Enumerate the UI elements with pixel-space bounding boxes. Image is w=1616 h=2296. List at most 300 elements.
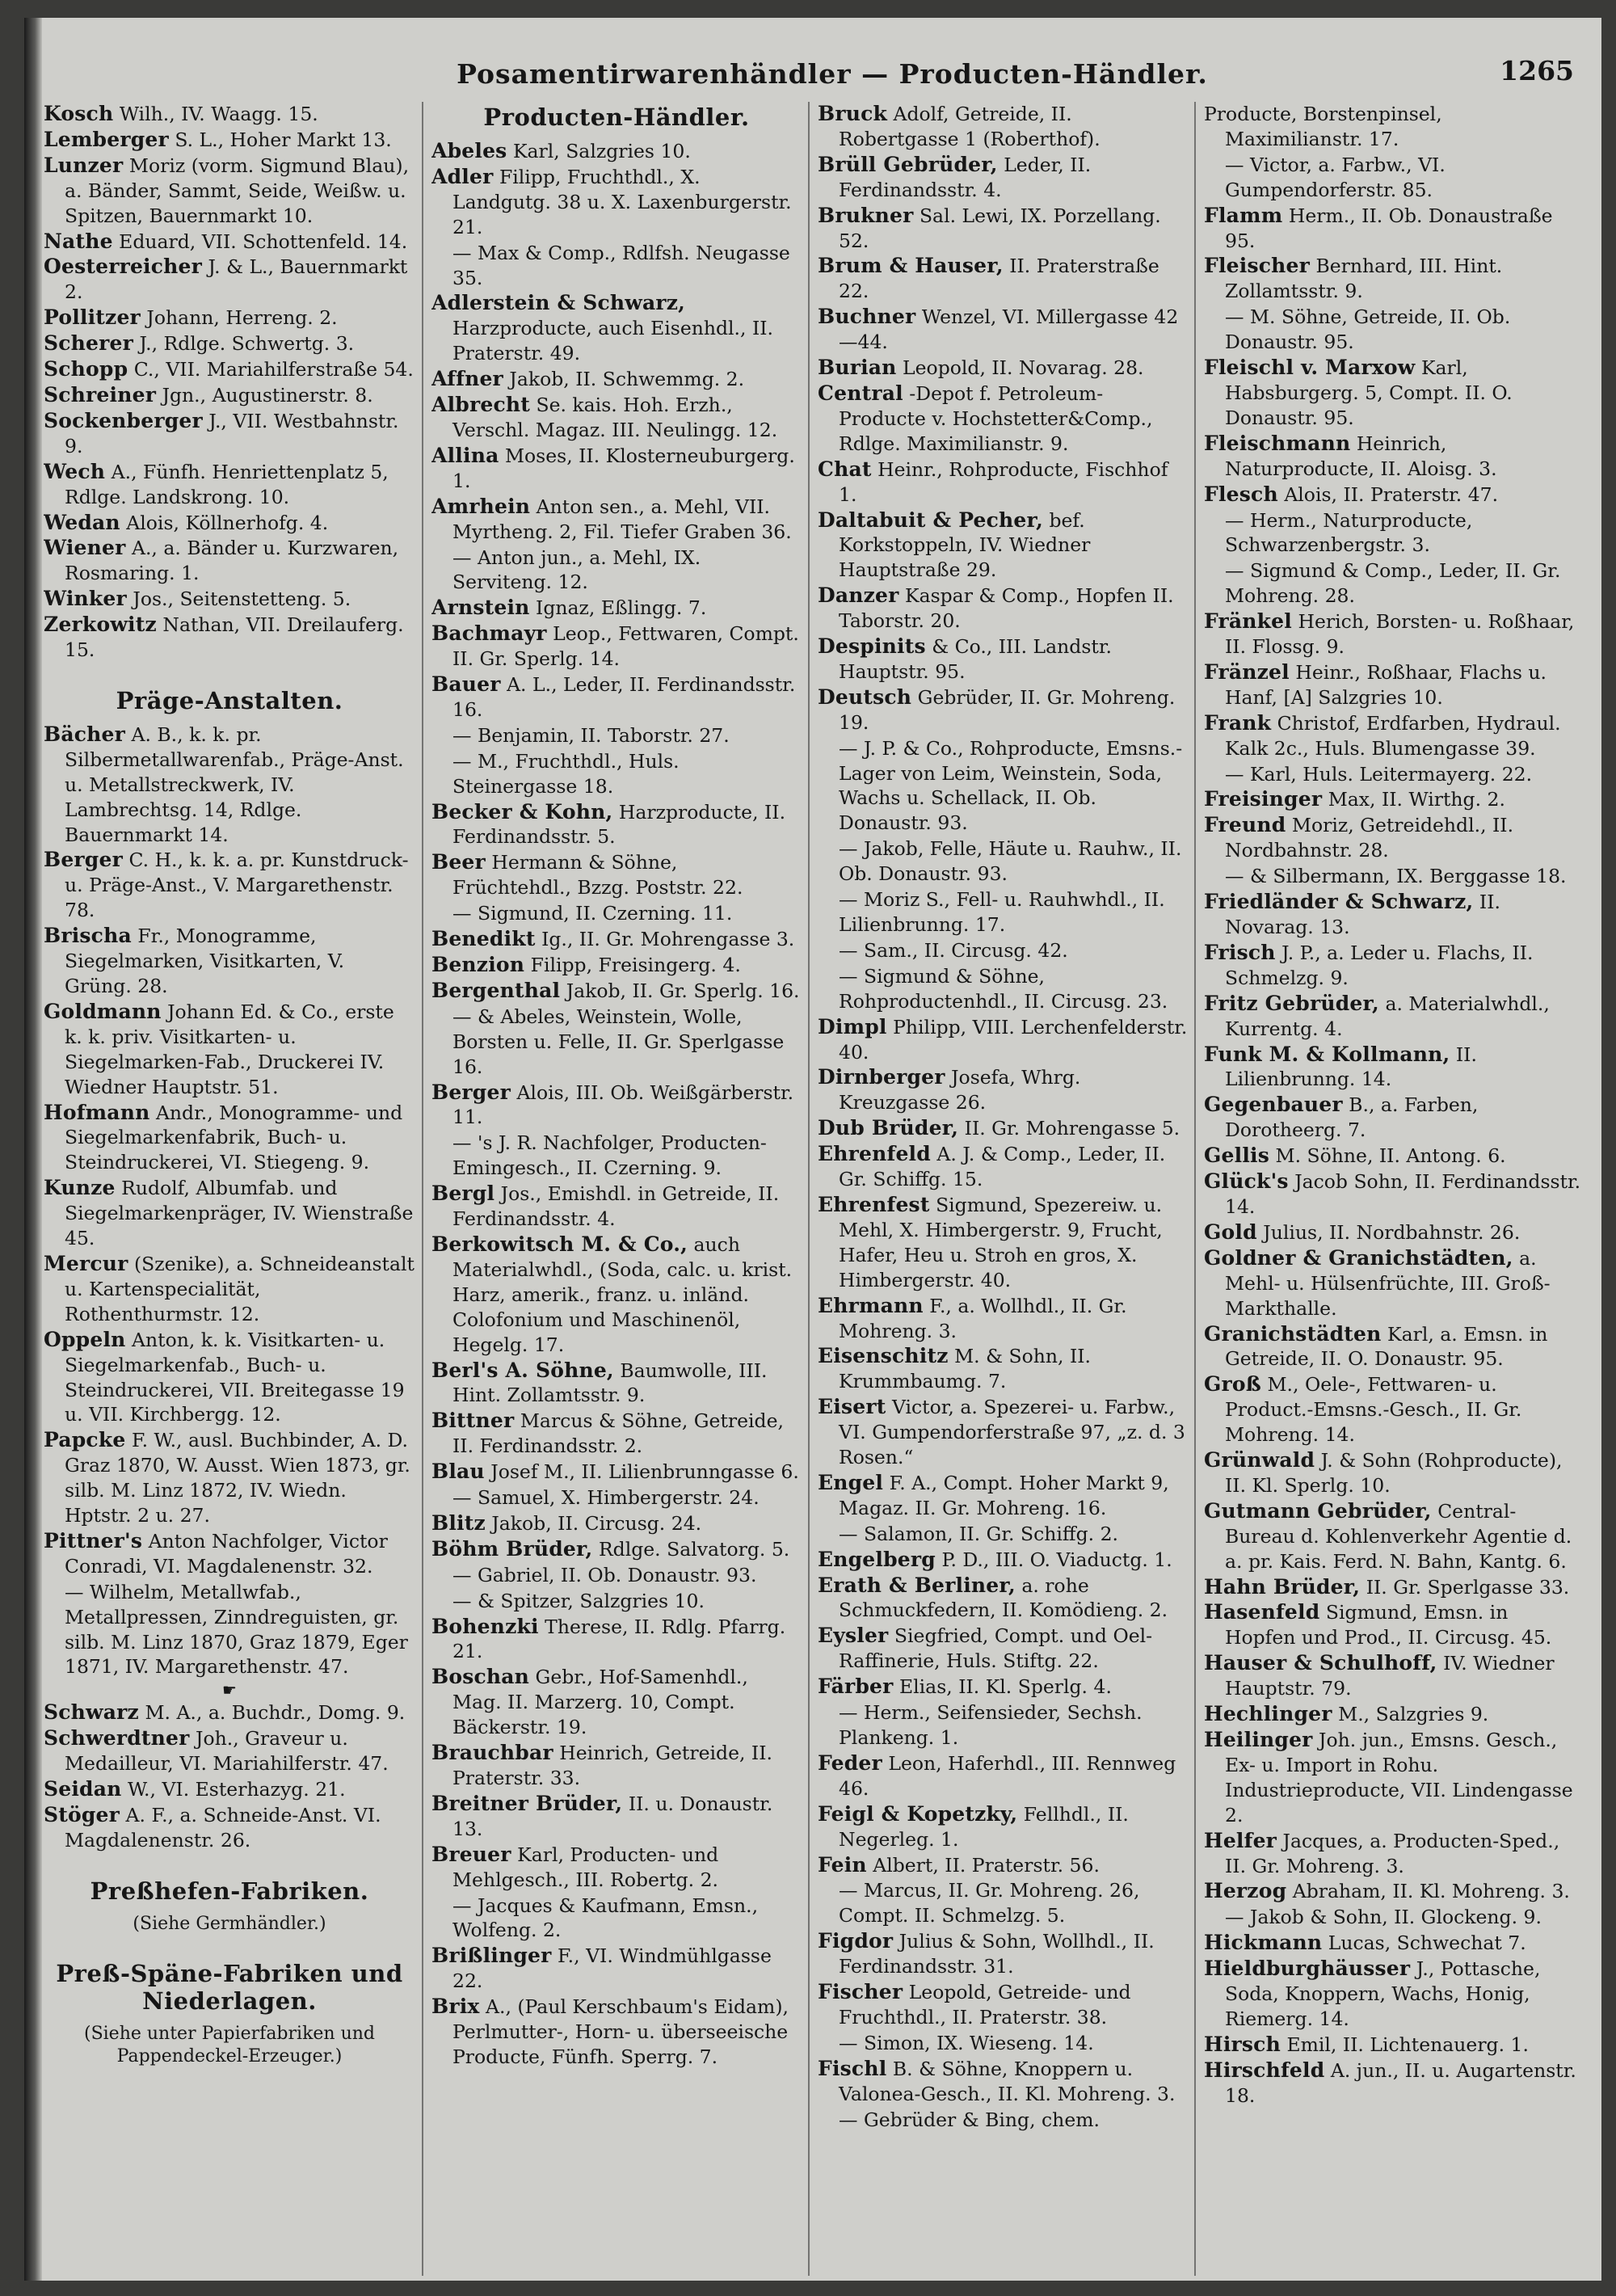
directory-entry — [44, 613, 415, 663]
entry-name: Lemberger — [44, 127, 169, 151]
directory-entry — [44, 1328, 415, 1428]
entry-name: Granichstädten — [1204, 1321, 1382, 1346]
directory-entry — [818, 204, 1188, 254]
directory-entry — [431, 672, 802, 723]
entry-name: Bergenthal — [431, 978, 561, 1002]
entry-details: Herm., II. Ob. Donaustraße 95. — [1225, 204, 1553, 252]
entry-name: Schopp — [44, 357, 128, 381]
directory-entry — [431, 139, 802, 164]
directory-entry — [1204, 864, 1584, 889]
directory-entry — [1204, 1043, 1584, 1093]
entry-details: Joh. jun., Emsns. Gesch., Ex- u. Import in Rohu. Industrieproducte, VII. Lindengasse 2. — [1225, 1729, 1573, 1826]
entry-details: Marcus & Söhne, Getreide, II. Ferdinandsstr. 2. — [452, 1409, 784, 1458]
directory-entry — [44, 924, 415, 999]
entry-name: Färber — [818, 1675, 894, 1699]
entry-name: Bergl — [431, 1182, 495, 1206]
entry-name: Brix — [431, 1995, 480, 2019]
column-rule — [422, 102, 423, 2276]
entry-name: Groß — [1204, 1372, 1261, 1397]
directory-entry — [431, 1232, 802, 1358]
entry-details: Anton sen., a. Mehl, VII. Myrtheng. 2, Fil. Tiefer Graben 36. — [452, 495, 792, 543]
directory-entry — [431, 1615, 802, 1665]
entry-details: II. Gr. Sperlgasse 33. — [1366, 1575, 1570, 1599]
entry-details: Wilh., IV. Waagg. 15. — [119, 103, 318, 125]
directory-entry — [818, 457, 1188, 508]
entry-name: Friedländer & Schwarz, — [1204, 890, 1474, 914]
directory-entry — [1204, 1246, 1584, 1321]
directory-entry — [1204, 1372, 1584, 1447]
directory-entry — [818, 1624, 1188, 1674]
directory-entry — [44, 154, 415, 229]
entry-name: Gellis — [1204, 1144, 1270, 1168]
ditto-dash: — — [839, 2108, 864, 2131]
directory-entry — [44, 1176, 415, 1251]
directory-entry — [818, 736, 1188, 836]
section-heading: Präge-Anstalten. — [116, 686, 343, 714]
directory-entry — [1204, 762, 1584, 787]
entry-details: Anton Nachfolger, Victor Conradi, VI. Magdalenenstr. 32. — [65, 1529, 388, 1578]
entry-details: Jakob, Felle, Häute u. Rauhw., II. Ob. Donaustr. 93. — [839, 837, 1182, 886]
entry-details: Marcus, II. Gr. Mohreng. 26, Compt. II. Schmelzg. 5. — [839, 1879, 1140, 1927]
directory-entry — [431, 1665, 802, 1740]
entry-name: Amrhein — [431, 494, 531, 518]
directory-entry — [818, 1980, 1188, 2030]
entry-name: Kunze — [44, 1176, 116, 1200]
directory-entry — [818, 1522, 1188, 1547]
entry-details: Salamon, II. Gr. Schiffg. 2. — [863, 1522, 1119, 1545]
entry-name: Dimpl — [818, 1014, 887, 1038]
entry-details: F., a. Wollhdl., II. Gr. Mohreng. 3. — [839, 1294, 1127, 1342]
entry-details: & Spitzer, Salzgries 10. — [477, 1589, 705, 1612]
entry-details: Jgn., Augustinerstr. 8. — [162, 383, 373, 407]
entry-name: Adler — [431, 164, 494, 188]
entry-details: IV. Wiedner Hauptstr. 79. — [1225, 1652, 1555, 1700]
directory-entry — [44, 305, 415, 331]
entry-details: Jacques & Kaufmann, Emsn., Wolfeng. 2. — [452, 1894, 759, 1942]
entry-name: Hickmann — [1204, 1931, 1323, 1955]
entry-details: Therese, II. Rdlg. Pfarrg. 21. — [452, 1615, 786, 1663]
entry-details: M., Salzgries 9. — [1338, 1703, 1489, 1726]
entry-name: Hirschfeld — [1204, 2058, 1325, 2082]
directory-entry — [431, 495, 802, 545]
entry-name: Funk M. & Kollmann, — [1204, 1042, 1450, 1066]
entry-details: Wenzel, VI. Millergasse 42—44. — [839, 305, 1179, 354]
entry-name: Fein — [818, 1852, 867, 1877]
directory-entry — [1204, 254, 1584, 304]
entry-details: Kaspar & Comp., Hopfen II. Taborstr. 20. — [839, 584, 1174, 633]
entry-name: Fleischl v. Marxow — [1204, 356, 1416, 380]
entry-details: Sal. Lewi, IX. Porzellang. 52. — [839, 204, 1161, 252]
entry-details: II. Gr. Mohrengasse 5. — [964, 1117, 1180, 1140]
entry-details: Karl, Huls. Leitermayerg. 22. — [1249, 762, 1533, 786]
entry-details: II. u. Donaustr. 13. — [452, 1792, 773, 1840]
ditto-dash: — — [1225, 153, 1250, 176]
entry-details: Anton, k. k. Visitkarten- u. Siegelmarkenfab., Buch- u. Steindruckerei, VII. Breitegasse 19 u. VII. Kirchbergg. 12. — [65, 1328, 405, 1426]
ditto-dash: — — [839, 1522, 864, 1545]
directory-entry — [44, 128, 415, 153]
entry-details: Julius & Sohn, Wollhdl., II. Ferdinandsstr. 31. — [839, 1930, 1155, 1978]
directory-entry — [1204, 890, 1584, 940]
directory-entry — [818, 2031, 1188, 2056]
entry-details: F., VI. Windmühlgasse 22. — [452, 1944, 772, 1993]
directory-entry — [431, 800, 802, 850]
ditto-dash: — — [452, 1486, 478, 1510]
entry-name: Hahn Brüder, — [1204, 1574, 1361, 1599]
entry-name: Gegenbauer — [1204, 1093, 1343, 1117]
entry-name: Scherer — [44, 331, 134, 356]
directory-entry — [1204, 609, 1584, 659]
directory-entry — [431, 291, 802, 366]
column-rule — [808, 102, 810, 2276]
entry-name: Bachmayr — [431, 621, 547, 646]
directory-entry — [1204, 941, 1584, 991]
entry-name: Fischer — [818, 1980, 903, 2004]
entry-name: Bauer — [431, 672, 501, 697]
entry-name: Deutsch — [818, 685, 912, 709]
directory-entry — [818, 836, 1188, 887]
entry-name: Brukner — [818, 203, 914, 227]
entry-name: Berger — [44, 848, 123, 872]
directory-entry — [1204, 1879, 1584, 1904]
directory-entry — [818, 1065, 1188, 1115]
entry-name: Burian — [818, 356, 897, 380]
entry-details: Rudolf, Albumfab. und Siegelmarkenpräger, IV. Wienstraße 45. — [65, 1177, 414, 1250]
ditto-dash: — — [452, 1589, 478, 1612]
directory-entry — [44, 357, 415, 382]
entry-name: Dirnberger — [818, 1065, 945, 1089]
entry-details: A., a. Bänder u. Kurzwaren, Rosmaring. 1. — [65, 537, 399, 585]
directory-entry — [431, 1460, 802, 1485]
entry-name: Brum & Hauser, — [818, 254, 1004, 278]
ditto-dash: — — [1225, 305, 1250, 329]
directory-entry — [44, 1580, 415, 1680]
entry-details: Eduard, VII. Schottenfeld. 14. — [119, 230, 408, 253]
directory-entry — [431, 1182, 802, 1232]
entry-details: A. F., a. Schneide-Anst. VI. Magdalenenstr. 26. — [65, 1804, 381, 1852]
directory-entry — [818, 1193, 1188, 1293]
entry-details: Jakob & Sohn, II. Glockeng. 9. — [1249, 1906, 1542, 1929]
section-heading: Preß-Späne-Fabriken und Niederlagen. — [56, 1959, 403, 2015]
directory-entry — [1204, 1169, 1584, 1220]
entry-name: Blau — [431, 1460, 485, 1484]
directory-entry — [1204, 1220, 1584, 1245]
directory-entry — [44, 1252, 415, 1327]
directory-entry — [44, 723, 415, 848]
cross-reference-note: (Siehe Germhändler.) — [133, 1913, 326, 1934]
directory-entry — [1204, 787, 1584, 812]
directory-entry — [431, 241, 802, 291]
entry-details: Anton jun., a. Mehl, IX. Serviteng. 12. — [452, 546, 701, 594]
entry-details: Leopold, Getreide- und Fruchthdl., II. Praterstr. 38. — [839, 1981, 1131, 2028]
entry-details: Se. kais. Hoh. Erzh., Verschl. Magaz. III. Neulingg. 12. — [452, 394, 778, 441]
entry-details: auch Materialwhdl., (Soda, calc. u. krist. Harz, amerik., franz. u. inländ. Colofonium und Maschinenöl, Hegelg. 17. — [452, 1232, 793, 1356]
entry-details: Johann Ed. & Co., erste k. k. priv. Visitkarten- u. Siegelmarken-Fab., Druckerei IV. Wiedner Hauptstr. 51. — [65, 1000, 394, 1098]
entry-details: Alois, II. Praterstr. 47. — [1284, 482, 1499, 506]
entry-name: Becker & Kohn, — [431, 799, 613, 824]
directory-entry — [431, 850, 802, 900]
ditto-dash: — — [452, 1131, 478, 1155]
entry-details: Leop., Fettwaren, Compt. II. Gr. Sperlg. 14. — [452, 622, 799, 671]
directory-entry — [818, 102, 1188, 152]
ditto-dash: — — [1225, 559, 1250, 583]
entry-name: Zerkowitz — [44, 613, 157, 637]
entry-details: Rdlge. Salvatorg. 5. — [598, 1537, 790, 1561]
column-4 — [1204, 102, 1584, 2276]
page-number: 1265 — [1500, 55, 1574, 86]
entry-details: Julius, II. Nordbahnstr. 26. — [1263, 1220, 1521, 1244]
entry-details: a. Materialwhdl., Kurrentg. 4. — [1225, 992, 1550, 1040]
entry-name: Sockenberger — [44, 408, 203, 432]
entry-details: Sigmund, II. Czerning. 11. — [477, 902, 733, 925]
directory-entry — [818, 964, 1188, 1014]
entry-details: Herm., Naturproducte, Schwarzenbergstr. 3. — [1225, 508, 1473, 557]
entry-details: C. H., k. k. a. pr. Kunstdruck- u. Präge-Anst., V. Margarethenstr. 78. — [65, 849, 409, 922]
column-1 — [44, 102, 415, 2276]
directory-entry — [431, 1995, 802, 2070]
directory-entry — [818, 381, 1188, 457]
entry-details: Simon, IX. Wieseng. 14. — [863, 2031, 1094, 2054]
ditto-dash: — — [452, 1563, 478, 1586]
directory-entry — [431, 1741, 802, 1791]
entry-name: Frisch — [1204, 940, 1276, 964]
directory-entry — [1204, 711, 1584, 761]
entry-details: Hermann & Söhne, Früchtehdl., Bzzg. Poststr. 22. — [452, 851, 743, 899]
entry-details: Siegfried, Compt. und Oel-Raffinerie, Huls. Stiftg. 22. — [839, 1624, 1153, 1673]
directory-entry — [44, 383, 415, 408]
ditto-dash: — — [839, 2031, 864, 2054]
column-3 — [818, 102, 1188, 2276]
entry-details: & Co., III. Landstr. Hauptstr. 95. — [839, 635, 1112, 683]
directory-entry — [1204, 1728, 1584, 1828]
entry-name: Danzer — [818, 583, 899, 608]
entry-name: Hechlinger — [1204, 1702, 1332, 1726]
running-title: Posamentirwarenhändler — Producten-Händler. — [457, 58, 1208, 90]
directory-entry — [1204, 482, 1584, 508]
entry-details: M. A., a. Buchdr., Domg. 9. — [145, 1701, 406, 1725]
entry-details: & Silbermann, IX. Berggasse 18. — [1249, 865, 1567, 888]
entry-name: Herzog — [1204, 1879, 1287, 1903]
directory-entry — [431, 927, 802, 952]
entry-details: Jos., Emishdl. in Getreide, II. Ferdinandsstr. 4. — [452, 1182, 780, 1231]
directory-entry — [431, 1081, 802, 1131]
directory-page — [24, 18, 1601, 2281]
entry-details: J. P. & Co., Rohproducte, Emsns.-Lager von Leim, Weinstein, Soda, Wachs u. Schellack, II. Ob. Donaustr. 93. — [839, 736, 1183, 835]
entry-name: Adlerstein & Schwarz, — [431, 291, 686, 315]
entry-name: Brüll Gebrüder, — [818, 152, 998, 176]
entry-name: Wedan — [44, 510, 120, 534]
entry-details: A. jun., II. u. Augartenstr. 18. — [1225, 2058, 1576, 2107]
directory-entry — [44, 460, 415, 510]
ditto-dash: — — [452, 749, 478, 773]
entry-name: Freisinger — [1204, 787, 1323, 811]
entry-details: Samuel, X. Himbergerstr. 24. — [477, 1486, 760, 1510]
entry-name: Böhm Brüder, — [431, 1536, 593, 1561]
directory-entry — [431, 1005, 802, 1080]
entry-details: Alois, III. Ob. Weißgärberstr. 11. — [452, 1081, 794, 1129]
entry-name: Benzion — [431, 953, 525, 976]
entry-name: Figdor — [818, 1929, 894, 1953]
entry-details: Central-Bureau d. Kohlenverkehr Agentie d. a. pr. Kais. Ferd. N. Bahn, Kantg. 6. — [1225, 1499, 1572, 1573]
directory-entry — [818, 1344, 1188, 1394]
directory-entry — [431, 1563, 802, 1588]
directory-entry — [431, 546, 802, 596]
entry-details: Gabriel, II. Ob. Donaustr. 93. — [477, 1563, 757, 1586]
entry-name: Ehrenfeld — [818, 1142, 931, 1166]
entry-details: Sigmund & Söhne, Rohproductenhdl., II. Circusg. 23. — [839, 964, 1168, 1013]
entry-details: Emil, II. Lichtenauerg. 1. — [1286, 2033, 1529, 2056]
directory-entry — [431, 901, 802, 926]
entry-details: bef. Korkstoppeln, IV. Wiedner Hauptstraße 29. — [839, 508, 1091, 582]
entry-name: Abeles — [431, 139, 507, 162]
entry-name: Pittner's — [44, 1528, 143, 1552]
directory-entry — [1204, 305, 1584, 355]
entry-details: Lucas, Schwechat 7. — [1328, 1932, 1526, 1955]
directory-entry — [44, 1428, 415, 1528]
directory-entry — [44, 230, 415, 255]
entry-details: A. L., Leder, II. Ferdinandsstr. 16. — [452, 673, 796, 721]
directory-entry — [431, 393, 802, 443]
entry-details: F. A., Compt. Hoher Markt 9, Magaz. II. Gr. Mohreng. 16. — [839, 1471, 1169, 1519]
directory-entry — [1204, 508, 1584, 558]
entry-details: A., Fünfh. Henriettenplatz 5, Rdlge. Landskrong. 10. — [65, 460, 389, 508]
entry-details: II. Novarag. 13. — [1225, 891, 1500, 938]
entry-name: Grünwald — [1204, 1448, 1315, 1472]
directory-entry — [44, 1000, 415, 1100]
entry-details: Herich, Borsten- u. Roßhaar, II. Flossg. 9. — [1225, 610, 1575, 659]
entry-details: F. W., ausl. Buchbinder, A. D. Graz 1870, W. Ausst. Wien 1873, gr. silb. M. Linz 1872, IV. Wiedn. Hptstr. 2 u. 27. — [65, 1429, 410, 1527]
entry-name: Hirsch — [1204, 2032, 1281, 2056]
directory-entry — [818, 2057, 1188, 2107]
entry-name: Feigl & Kopetzky, — [818, 1801, 1018, 1826]
entry-name: Buchner — [818, 305, 916, 329]
entry-name: Goldner & Granichstädten, — [1204, 1245, 1513, 1270]
ditto-dash: — — [839, 736, 864, 760]
directory-entry — [818, 1675, 1188, 1700]
entry-details: Sam., II. Circusg. 42. — [863, 938, 1068, 962]
entry-name: Chat — [818, 457, 872, 481]
entry-details: Gebrüder & Bing, chem. — [863, 2108, 1100, 2131]
entry-name: Flamm — [1204, 203, 1283, 227]
entry-name: Beer — [431, 850, 486, 874]
entry-details: Johann, Herreng. 2. — [146, 306, 338, 330]
directory-entry — [44, 1803, 415, 1853]
entry-name: Bittner — [431, 1409, 515, 1433]
column-2 — [431, 102, 802, 2276]
entry-details: A., (Paul Kerschbaum's Eidam), Perlmutter-, Horn- u. überseeische Producte, Fünfh. Sperrg. 7. — [452, 1995, 789, 2068]
directory-entry — [1204, 660, 1584, 710]
entry-details: Karl, Producten- und Mehlgesch., III. Robertg. 2. — [452, 1843, 719, 1891]
directory-entry — [431, 1485, 802, 1510]
entry-name: Breuer — [431, 1842, 511, 1866]
pointing-hand-icon: ☛ — [222, 1680, 237, 1700]
directory-entry — [44, 1726, 415, 1776]
entry-name: Allina — [431, 443, 499, 467]
directory-entry — [818, 1015, 1188, 1065]
directory-entry — [1204, 558, 1584, 609]
entry-details: J., Rdlge. Schwertg. 3. — [139, 332, 355, 356]
directory-entry — [1204, 1499, 1584, 1574]
directory-entry — [44, 1700, 415, 1725]
entry-details: Jakob, II. Gr. Sperlg. 16. — [566, 979, 800, 1002]
ditto-dash: — — [839, 938, 864, 962]
entry-details: M. Söhne, II. Antong. 6. — [1275, 1144, 1506, 1168]
entry-details: Bernhard, III. Hint. Zollamtsstr. 9. — [1225, 255, 1503, 303]
entry-name: Fränkel — [1204, 609, 1292, 634]
entry-details: Ignaz, Eßlingg. 7. — [536, 596, 707, 620]
entry-details: Sigmund & Comp., Leder, II. Gr. Mohreng. 28. — [1225, 559, 1561, 608]
directory-entry — [1204, 1448, 1584, 1498]
entry-name: Feder — [818, 1750, 882, 1775]
directory-entry — [431, 1589, 802, 1614]
directory-entry — [818, 254, 1188, 304]
entry-name: Kosch — [44, 102, 114, 125]
directory-entry — [431, 1409, 802, 1459]
entry-details: II. Praterstraße 22. — [839, 255, 1159, 303]
entry-name: Fleischmann — [1204, 431, 1351, 455]
directory-entry — [1204, 356, 1584, 431]
directory-entry — [1204, 1702, 1584, 1727]
entry-details: J., VII. Westbahnstr. 9. — [65, 409, 399, 457]
entry-name: Fischl — [818, 2056, 887, 2080]
directory-entry — [1204, 1575, 1584, 1600]
directory-entry — [431, 1511, 802, 1536]
cross-reference-note: (Siehe unter Papierfabriken und Pappendeckel-Erzeuger.) — [83, 2023, 375, 2066]
directory-entry — [1204, 1651, 1584, 1701]
entry-name: Glück's — [1204, 1169, 1289, 1194]
entry-name: Arnstein — [431, 596, 530, 620]
entry-name: Ehrmann — [818, 1293, 924, 1317]
entry-name: Flesch — [1204, 482, 1278, 506]
entry-name: Brißlinger — [431, 1944, 552, 1968]
entry-name: Eisenschitz — [818, 1344, 949, 1368]
ditto-dash: — — [452, 1005, 478, 1028]
entry-name: Central — [818, 381, 903, 405]
directory-entry — [1204, 2058, 1584, 2109]
entry-details: Heinrich, Getreide, II. Praterstr. 33. — [452, 1742, 772, 1789]
entry-details: Karl, Habsburgerg. 5, Compt. II. O. Donaustr. 95. — [1225, 356, 1513, 429]
column-rule — [1194, 102, 1196, 2276]
directory-entry — [1204, 2033, 1584, 2058]
directory-entry — [1204, 1905, 1584, 1930]
directory-entry — [1204, 1957, 1584, 2032]
entry-details: a. rohe Schmuckfedern, II. Komödieng. 2. — [839, 1573, 1168, 1622]
page-header — [73, 39, 1592, 95]
directory-entry — [44, 1101, 415, 1176]
ditto-dash: — — [839, 837, 864, 861]
directory-entry — [818, 887, 1188, 937]
entry-name: Brischa — [44, 924, 132, 948]
entry-details: Sigmund, Spezereiw. u. Mehl, X. Himbergerstr. 9, Frucht, Hafer, Heu u. Stroh en gros, X. Himbergerstr. 40. — [839, 1193, 1163, 1291]
entry-details: J. & Sohn (Rohproducte), II. Kl. Sperlg. 10. — [1225, 1449, 1563, 1497]
entry-name: Bohenzki — [431, 1614, 539, 1638]
entry-details: C., VII. Mariahilferstraße 54. — [133, 358, 414, 381]
entry-details: Moriz, Getreidehdl., II. Nordbahnstr. 28. — [1225, 814, 1514, 862]
entry-details: Jos., Seitenstetteng. 5. — [133, 588, 351, 611]
ditto-dash: — — [1225, 762, 1250, 786]
entry-name: Seidan — [44, 1777, 122, 1801]
entry-name: Daltabuit & Pecher, — [818, 508, 1043, 532]
entry-name: Engelberg — [818, 1547, 936, 1571]
entry-details: J. P., a. Leder u. Flachs, II. Schmelzg. 9. — [1225, 941, 1534, 989]
directory-entry — [818, 1294, 1188, 1344]
entry-name: Oesterreicher — [44, 255, 203, 279]
directory-entry — [818, 1751, 1188, 1801]
ditto-dash: — — [839, 964, 864, 988]
directory-entry — [44, 536, 415, 586]
entry-name: Helfer — [1204, 1828, 1277, 1852]
entry-details: Albert, II. Praterstr. 56. — [873, 1853, 1100, 1877]
entry-details: M. Söhne, Getreide, II. Ob. Donaustr. 95. — [1225, 305, 1511, 354]
